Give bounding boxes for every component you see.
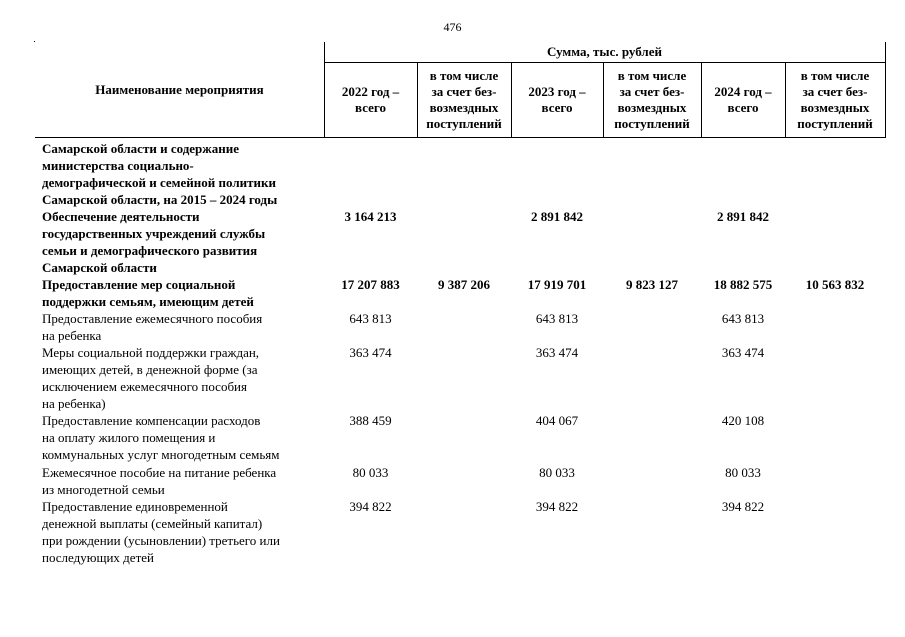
- cell-2024-grants: 10 563 832: [805, 277, 865, 292]
- cell-2024-total: 18 882 575: [713, 277, 773, 292]
- header-col-2022-grants: в том числе за счет без- возмездных поступлений: [417, 62, 512, 138]
- cell-2024-total: 420 108: [721, 413, 765, 428]
- cell-2022-total: 3 164 213: [344, 209, 397, 224]
- cell-2022-total: 80 033: [352, 465, 389, 480]
- cell-2023-total: 643 813: [535, 311, 579, 326]
- cell-2024-total: 80 033: [725, 465, 761, 480]
- row-name: Предоставление единовременной денежной выплаты (семейный капитал) при рождении (усыновлении) третьего или последующих детей: [42, 499, 280, 565]
- cell-2023-total: 80 033: [539, 465, 575, 480]
- header-sum-title: Сумма, тыс. рублей: [324, 42, 886, 63]
- header-col-2024-total: 2024 год – всего: [701, 62, 786, 138]
- cell-2024-total: 643 813: [721, 311, 765, 326]
- row-name: Предоставление ежемесячного пособия на ребенка: [42, 311, 263, 343]
- header-col-2023-grants: в том числе за счет без- возмездных поступлений: [603, 62, 702, 138]
- cell-2022-total: 363 474: [349, 345, 392, 360]
- header-col-2023-total: 2023 год – всего: [511, 62, 604, 138]
- row-name: Обеспечение деятельности государственных учреждений службы семьи и демографического развития Самарской области: [42, 209, 266, 275]
- cell-2024-total: 363 474: [721, 345, 765, 360]
- row-name: Предоставление мер социальной поддержки семьям, имеющим детей: [42, 277, 254, 309]
- cell-2023-total: 363 474: [535, 345, 579, 360]
- cell-2023-total: 394 822: [535, 499, 579, 514]
- cell-2022-grants: 9 387 206: [438, 277, 490, 292]
- cell-2023-total: 2 891 842: [531, 209, 583, 224]
- cell-2022-total: 388 459: [349, 413, 392, 428]
- cell-2023-total: 17 919 701: [527, 277, 587, 292]
- table-header: [34, 41, 873, 131]
- row-name: Ежемесячное пособие на питание ребенка из многодетной семьи: [42, 465, 277, 497]
- row-name: Предоставление компенсации расходов на оплату жилого помещения и коммунальных услуг многодетным семьям: [42, 413, 280, 462]
- cell-2024-total: 394 822: [721, 499, 765, 514]
- row-name: Самарской области и содержание министерства социально- демографической и семейной политики Самарской области, на 2015 – 2024 годы: [42, 141, 278, 207]
- header-col-2022-total: 2022 год – всего: [324, 62, 418, 138]
- cell-2023-grants: 9 823 127: [626, 277, 678, 292]
- row-name: Меры социальной поддержки граждан, имеющих детей, в денежной форме (за исключением ежемесячного пособия на ребенка): [42, 345, 260, 411]
- page-number: 476: [443, 20, 462, 34]
- header-name-column: Наименование мероприятия: [35, 42, 325, 138]
- cell-2022-total: 17 207 883: [341, 277, 400, 292]
- header-col-2024-grants: в том числе за счет без- возмездных поступлений: [785, 62, 886, 138]
- cell-2023-total: 404 067: [535, 413, 579, 428]
- cell-2024-total: 2 891 842: [717, 209, 769, 224]
- cell-2022-total: 643 813: [349, 311, 392, 326]
- cell-2022-total: 394 822: [349, 499, 392, 514]
